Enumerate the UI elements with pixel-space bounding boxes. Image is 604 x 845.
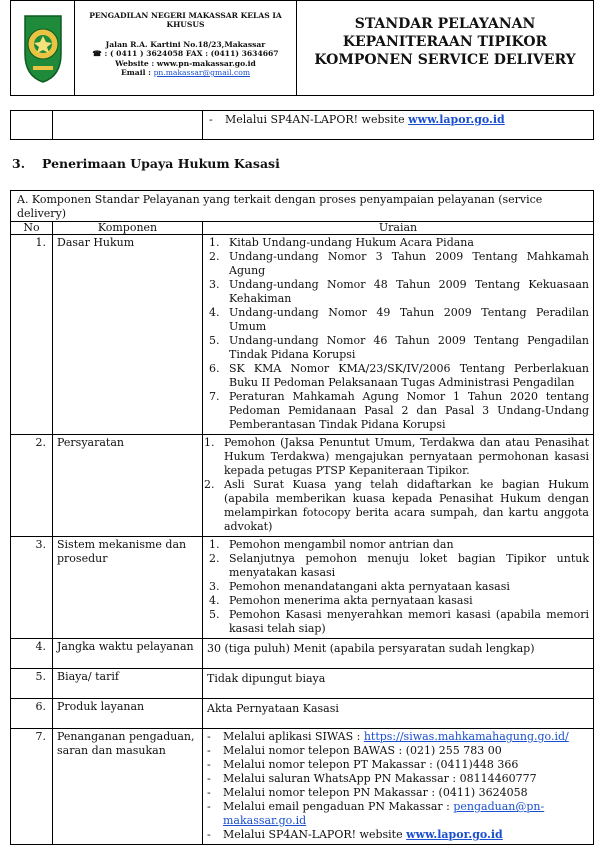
list-marker: - (207, 744, 211, 757)
list-item (209, 250, 589, 278)
table-row (11, 729, 594, 845)
list-item (209, 236, 589, 250)
list-text: Melalui saluran WhatsApp PN Makassar : 08114460777 (223, 772, 537, 785)
row-komponen: Produk layanan (53, 699, 203, 729)
list-marker: - (207, 800, 211, 813)
list-text: Pemohon menandatangani akta pernyataan kasasi (229, 580, 510, 593)
list-text: Melalui nomor telepon PN Makassar : (0411) 3624058 (223, 786, 528, 799)
list-marker: - (207, 758, 211, 771)
list-text: Kitab Undang-undang Hukum Acara Pidana (229, 236, 474, 249)
list-item (209, 362, 589, 390)
list-text: Pemohon mengambil nomor antrian dan (229, 538, 454, 551)
title-line-1: STANDAR PELAYANAN (354, 16, 536, 32)
list-item (209, 538, 589, 552)
list-item (209, 334, 589, 362)
email-label: Email : (120, 68, 154, 78)
list-text: Pemohon Kasasi menyerahkan memori kasasi (apabila memori kasasi telah siap) (229, 608, 589, 635)
list-marker: - (207, 730, 211, 743)
table-caption: A. Komponen Standar Pelayanan yang terkait dengan proses penyampaian pelayanan (service delivery) (11, 191, 594, 222)
list-item (207, 800, 589, 828)
list-text: Melalui SP4AN-LAPOR! website www.lapor.go.id (223, 828, 503, 841)
title-line-3: KOMPONEN SERVICE DELIVERY (314, 52, 576, 68)
row-komponen: Persyaratan (53, 435, 203, 537)
list-item (209, 278, 589, 306)
list-marker: 7. (209, 390, 220, 403)
row-number: 7. (11, 729, 53, 845)
list-text: Pemohon menerima akta pernyataan kasasi (229, 594, 473, 607)
list-marker: 2. (209, 552, 220, 565)
table-row (11, 435, 594, 537)
col-header-komponen: Komponen (53, 222, 203, 235)
row-uraian: 30 (tiga puluh) Menit (apabila persyaratan sudah lengkap) (203, 639, 594, 669)
lapor-link[interactable]: www.lapor.go.id (406, 828, 503, 841)
list-item (209, 594, 589, 608)
list-marker: 1. (209, 236, 220, 249)
list-item (207, 758, 589, 772)
continued-table-row (10, 110, 594, 140)
list-item (209, 390, 589, 432)
table-row (11, 639, 594, 669)
document-header (10, 0, 594, 96)
row-komponen: Dasar Hukum (53, 235, 203, 435)
court-email-link[interactable]: pn.makassar@gmail.com (153, 68, 251, 78)
list-marker: 3. (209, 580, 220, 593)
list-marker: - (207, 772, 211, 785)
court-logo-icon (19, 10, 67, 84)
title-line-2: KEPANITERAAN TIPIKOR (342, 34, 548, 50)
list-marker: 2. (209, 250, 220, 263)
court-website: Website : www.pn-makassar.go.id (115, 58, 256, 68)
table-row (11, 669, 594, 699)
row-number: 1. (11, 235, 53, 435)
table-row (11, 699, 594, 729)
row-number: 6. (11, 699, 53, 729)
list-text: Undang-undang Nomor 49 Tahun 2009 Tentang Peradilan Umum (229, 306, 589, 333)
list-text: Melalui email pengaduan PN Makassar : pengaduan@pn-makassar.go.id (223, 800, 545, 827)
row-uraian: Tidak dipungut biaya (203, 669, 594, 699)
list-text: Melalui aplikasi SIWAS : https://siwas.mahkamahagung.go.id/ (223, 730, 569, 743)
list-item (209, 608, 589, 636)
list-marker: 4. (209, 594, 220, 607)
list-marker: - (207, 786, 211, 799)
list-marker: 4. (209, 306, 220, 319)
list-item (204, 436, 589, 478)
list-item (207, 772, 589, 786)
table-row (11, 537, 594, 639)
row-uraian (203, 235, 594, 435)
section-number: 3. (12, 156, 26, 171)
contact-link[interactable]: https://siwas.mahkamahagung.go.id/ (363, 730, 569, 743)
row-uraian (203, 537, 594, 639)
list-text: Melalui nomor telepon BAWAS : (021) 255 783 00 (223, 744, 502, 757)
list-item (209, 552, 589, 580)
section-title: Penerimaan Upaya Hukum Kasasi (42, 156, 280, 171)
list-marker: - (207, 828, 211, 841)
table-row (11, 235, 594, 435)
logo-cell (11, 1, 75, 95)
col-header-no: No (11, 222, 53, 235)
list-text: Peraturan Mahkamah Agung Nomor 1 Tahun 2020 tentang Pedoman Pemidanaan Pasal 2 dan Pasal 3 Undang-Undang Pemberantasan Tindak Pidana Korupsi (229, 390, 589, 431)
list-item (207, 730, 589, 744)
list-text: Pemohon (Jaksa Penuntut Umum, Terdakwa dan atau Penasihat Hukum Terdakwa) mengajukan pernyataan permohonan kasasi kepada petugas PTSP Kepaniteraan Tipikor. (224, 436, 589, 477)
court-name: PENGADILAN NEGERI MAKASSAR KELAS IA KHUSUS (89, 11, 282, 30)
row-uraian: Akta Pernyataan Kasasi (203, 699, 594, 729)
service-standard-table (10, 190, 594, 845)
court-phone: ☎ : ( 0411 ) 3624058 FAX : (0411) 3634667 (92, 49, 279, 59)
list-marker: 2. (204, 478, 215, 491)
section-heading (12, 156, 280, 171)
list-marker: 5. (209, 334, 220, 347)
list-marker: 1. (209, 538, 220, 551)
row-uraian (203, 435, 594, 537)
col-header-uraian: Uraian (203, 222, 594, 235)
row-komponen: Biaya/ tarif (53, 669, 203, 699)
row-uraian (203, 729, 594, 845)
document-title (297, 1, 593, 95)
row-komponen: Sistem mekanisme dan prosedur (53, 537, 203, 639)
list-text: Undang-undang Nomor 48 Tahun 2009 Tentang Kekuasaan Kehakiman (229, 278, 589, 305)
row-number: 4. (11, 639, 53, 669)
contact-link[interactable]: pengaduan@pn-makassar.go.id (223, 800, 545, 827)
list-item (209, 580, 589, 594)
row-number: 5. (11, 669, 53, 699)
court-email-line (75, 68, 296, 77)
table-body (11, 235, 594, 845)
list-marker: 3. (209, 278, 220, 291)
row-komponen: Penanganan pengaduan, saran dan masukan (53, 729, 203, 845)
list-marker: 5. (209, 608, 220, 621)
lapor-link[interactable]: www.lapor.go.id (408, 113, 505, 126)
row-number: 3. (11, 537, 53, 639)
list-text: Undang-undang Nomor 3 Tahun 2009 Tentang Mahkamah Agung (229, 250, 589, 277)
court-address: Jalan R.A. Kartini No.18/23,Makassar (105, 39, 266, 49)
court-address-block (75, 1, 297, 95)
list-item (209, 306, 589, 334)
list-item (204, 478, 589, 534)
list-text: SK KMA Nomor KMA/23/SK/IV/2006 Tentang Perberlakuan Buku II Pedoman Pelaksanaan Tugas Administrasi Pengadilan (229, 362, 589, 389)
list-marker: 1. (204, 436, 215, 449)
row-komponen: Jangka waktu pelayanan (53, 639, 203, 669)
list-text: Asli Surat Kuasa yang telah didaftarkan ke bagian Hukum (apabila memberikan kuasa kepada Penasihat Hukum dengan melampirkan fotocopy berita acara sumpah, dan kartu anggota advokat) (224, 478, 589, 533)
list-text: Selanjutnya pemohon menuju loket bagian Tipikor untuk menyatakan kasasi (229, 552, 589, 579)
list-item (207, 744, 589, 758)
list-text: Undang-undang Nomor 46 Tahun 2009 Tentang Pengadilan Tindak Pidana Korupsi (229, 334, 589, 361)
list-item (207, 828, 589, 842)
list-marker: 6. (209, 362, 220, 375)
row-number: 2. (11, 435, 53, 537)
list-text: Melalui nomor telepon PT Makassar : (0411)448 366 (223, 758, 519, 771)
fragment-cell: - Melalui SP4AN-LAPOR! website www.lapor.go.id (209, 113, 505, 126)
list-item (207, 786, 589, 800)
